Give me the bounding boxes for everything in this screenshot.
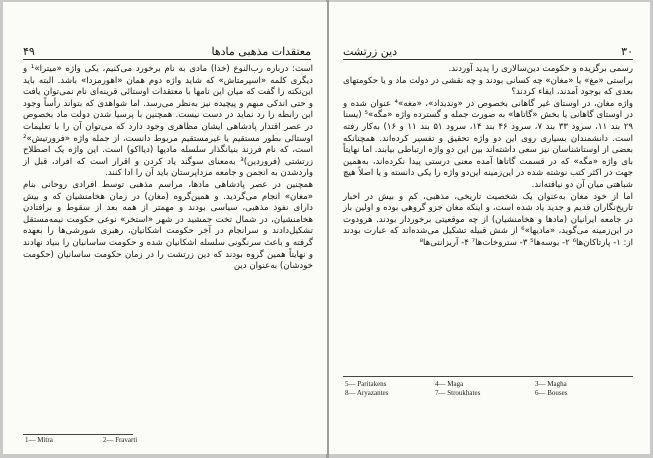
right-page-body: [343, 64, 633, 250]
footnote-5: 5— Paritakens: [345, 380, 387, 388]
footnote-2: 2— Fravarti: [102, 436, 138, 444]
right-footnote-rule: [343, 376, 633, 377]
right-header-rule: [343, 59, 633, 60]
left-page: [3, 2, 327, 454]
right-page-header: [343, 42, 633, 58]
left-paragraph-2: همچنین در عصر پادشاهی مادها، مراسم مذهبی توسط افرادی روحانی بنام «مغان» انجام می‌گردید. و همین‌گروه (مغان) در زمان هخامنشیان که و بیش دارای نفوذ مذهبی، سیاسی بودند و مهمتر از همه بعد از سقوط و برافتادن هخامنشیان، در شمال تخت جمشید در شهر «استخر» نوعی حکومت نیمه‌مستقل تشکیل‌دادند و سرانجام در آخر حکومت اشکانیان، رهبری شورشی‌ها را بعهده گرفته و باعث سرنگونی سلسله اشکانیان شده و حکومت ساسانیان را بنیاد نهادند و نهایتاً همین گروه بودند که دین زرتشت را در زمان حکومت ساسانیان (حکومت خودشان) به‌عنوان دین: [23, 179, 313, 272]
left-page-header: [23, 42, 311, 58]
left-page-number: ۴۹: [23, 45, 35, 58]
left-footnote-rule: [23, 434, 133, 435]
footnote-8: 8— Aryazantes: [345, 389, 389, 397]
right-page-number: ۳۰: [621, 45, 633, 58]
right-page: [329, 2, 650, 454]
right-paragraph-2: براستی «مغ» یا «مغان» چه کسانی بودند و چه نقشی در دولت ماد و یا حکومتهای بعدی که بوجود آمدند، ایفاء کردند؟: [343, 75, 633, 98]
right-paragraph-4: اما از خود مغان به‌عنوان یک شخصیت تاریخی، مذهبی، کم و بیش در اخبار تاریخ‌نگاران قدیم و جدید یاد شده است، و اینکه مغان جزو گروهی بوده و اولین بار در جامعه ایرانیان (مادها و هخامنشیان) از چه موقعیتی برخوردار بودند. هرودوت در این‌زمینه می‌گوید، «مادیها»⁶ از شش قبیله تشکیل می‌شده‌اند که عبارت بودند از: ۱- پارتاکان‌ها⁶ ۲- بوسه‌ها⁵ ۳- ستروخات‌ها⁷ ۴- آریزانتی‌ها⁸: [343, 191, 633, 248]
left-header-rule: [23, 59, 311, 60]
footnote-1: 1— Mitra: [25, 436, 53, 444]
left-footnotes: [25, 436, 225, 445]
right-paragraph-3: واژه مغان، در اوستای غیر گاهانی بخصوص در «وندیداد»، «مغه»⁴ عنوان شده و در اوستای گاهانی یا بخش «گاتاها» به صورت جمله و گسترده واژه «مگه»⁵ (یسنا ۲۹ بند ۱۱، سرود ۳۳ بند ۷، سرود ۴۶ بند ۱۴، سرود ۵۱ بند ۱۱ و ۱۶) به‌کار رفته است. دانشمندان بسیاری روی این دو واژه تحقیق و تفسیر کرده‌اند. همچنانکه بعضی از اوستاشناسان نیز سعی داشته‌اند بین این دو واژه ارتباطی بیابند. اما نهایتاً بای واژه «مگه» که در قسمت گاتاها آمده معنی درستی پیدا نکرده‌اند، به‌همین جهت در اکثر کتب نوشته شده در این‌زمینه این‌دو واژه را یکی دانسته و یا اصلاً هیچ شباهتی میان آن دو نیافته‌اند.: [343, 98, 634, 190]
left-paragraph-1: است: درباره رب‌النوع (خدا) مادی به نام برخورد می‌کنیم، یکی واژه «میترا»¹ و دیگری کلمه «اسپرمتاش» که شاید واژه دوم همان «اهورمزدا» باشد. البته باید این‌نکته را گفت که میان این نامها با معتقدات اوستائی قرینه‌ای نام نمی‌توان یافت و حتی اندکی مبهم و پیچیده نیز به‌نظر می‌رسد. اما شواهدی که بتواند رأساً وجود این رابطه را رد نماید در دست نیست. همچنین با پرسیا شدن دولت ماد بخصوص در عصر اقتدار پادشاهی ایشان مظاهری وجود دارد که می‌توان آن را با تعلیمات اوستائی بطور مستقیم یا غیرمستقیم مربوط دانست، از جمله واژه «فرورتیش»² است، که نام فرزند بنیانگذار سلسله مادیها (دیااکو) است. این واژه یک اصطلاح زرتشتی (فروردین)³ به‌معنای سوگند یاد کردن و اقرار است که افراد، قبل از واردشدن به انجمن و جامعه مزداپرستان باید آن را ادا کنند.: [23, 64, 313, 179]
footnote-3: 3— Magha: [535, 380, 567, 388]
footnote-7: 7— Stroukhates: [435, 389, 481, 397]
footnote-4: 4— Maga: [435, 380, 464, 388]
left-page-body: [23, 64, 313, 273]
right-footnotes: [345, 380, 635, 398]
right-running-title: دین زرتشت: [343, 45, 398, 58]
left-running-title: معتقدات مذهبی مادها: [211, 45, 311, 58]
footnote-6: 6— Bouses: [535, 389, 568, 397]
right-paragraph-1: رسمی برگزیده و حکومت دین‌سالاری را پدید آوردند.: [448, 64, 633, 74]
